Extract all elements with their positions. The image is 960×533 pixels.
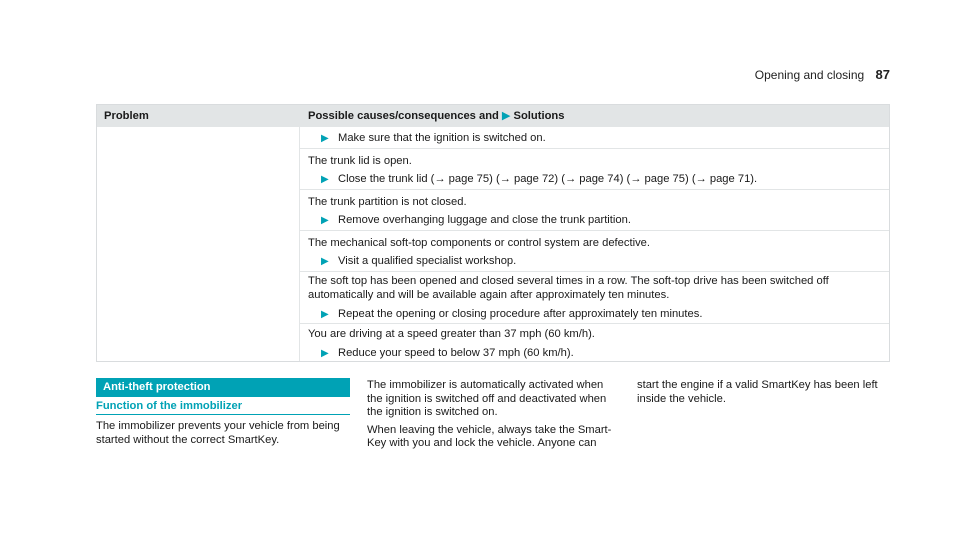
page-header xyxy=(755,68,890,83)
play-triangle-icon: ▶ xyxy=(501,110,511,122)
row-divider xyxy=(299,148,889,149)
table-header xyxy=(97,105,889,127)
row-divider xyxy=(299,230,889,231)
subsection-title: Function of the immobilizer xyxy=(96,400,243,412)
solution-step: Visit a qualified specialist workshop. xyxy=(338,255,517,267)
body-column-1 xyxy=(96,420,356,447)
body-column-3 xyxy=(637,379,897,406)
play-triangle-icon: ▶ xyxy=(321,309,329,320)
row-divider xyxy=(299,189,889,190)
section-title-band xyxy=(96,378,350,397)
column-header-causes xyxy=(308,110,564,124)
table-row: The mechanical soft-top components or control system are defective. xyxy=(308,237,650,249)
section-title: Anti-theft protection xyxy=(103,381,211,393)
solution-step: Reduce your speed to below 37 mph (60 km/h). xyxy=(338,347,574,359)
play-triangle-icon: ▶ xyxy=(321,348,329,359)
table-row xyxy=(308,275,878,302)
section-name: Opening and closing xyxy=(754,68,865,82)
play-triangle-icon: ▶ xyxy=(321,174,329,185)
subsection-heading xyxy=(96,400,350,415)
problem-column xyxy=(97,127,300,361)
cause-line: The soft top has been opened and closed several times in a row. The soft-top drive has been switched off xyxy=(308,275,829,287)
table-row: You are driving at a speed greater than 37 mph (60 km/h). xyxy=(308,328,595,340)
body-column-2 xyxy=(367,379,627,451)
text-line: Key with you and lock the vehicle. Anyone can xyxy=(367,437,597,449)
text-line: When leaving the vehicle, always take the Smart- xyxy=(367,423,612,436)
play-triangle-icon: ▶ xyxy=(321,256,329,267)
page-number: 87 xyxy=(875,67,890,82)
table-row: The trunk lid is open. xyxy=(308,155,412,167)
column-header-problem: Problem xyxy=(104,110,149,122)
text-line: the ignition is switched on. xyxy=(367,406,498,418)
play-triangle-icon: ▶ xyxy=(321,133,329,144)
solutions-label: Solutions xyxy=(513,110,565,122)
troubleshooting-table xyxy=(96,104,890,362)
play-triangle-icon: ▶ xyxy=(321,215,329,226)
text-line: started without the correct SmartKey. xyxy=(96,433,280,446)
solution-step: Repeat the opening or closing procedure after approximately ten minutes. xyxy=(338,308,703,320)
table-row: The trunk partition is not closed. xyxy=(308,196,467,208)
text-line: start the engine if a valid SmartKey has been left xyxy=(637,379,878,391)
solution-step: Close the trunk lid (→ page 75) (→ page 72) (→ page 74) (→ page 75) (→ page 71). xyxy=(338,173,758,185)
row-divider xyxy=(299,271,889,272)
solution-step: Make sure that the ignition is switched on. xyxy=(338,132,546,144)
text-line: inside the vehicle. xyxy=(637,392,726,405)
text-line: The immobilizer is automatically activated when xyxy=(367,379,604,391)
causes-label: Possible causes/consequences and xyxy=(308,110,499,122)
cause-line: automatically and will be available again after approximately ten minutes. xyxy=(308,288,670,301)
text-line: The immobilizer prevents your vehicle from being xyxy=(96,420,340,432)
solution-step: Remove overhanging luggage and close the trunk partition. xyxy=(338,214,631,226)
text-line: the ignition is switched off and deactivated when xyxy=(367,392,607,405)
row-divider xyxy=(299,323,889,324)
